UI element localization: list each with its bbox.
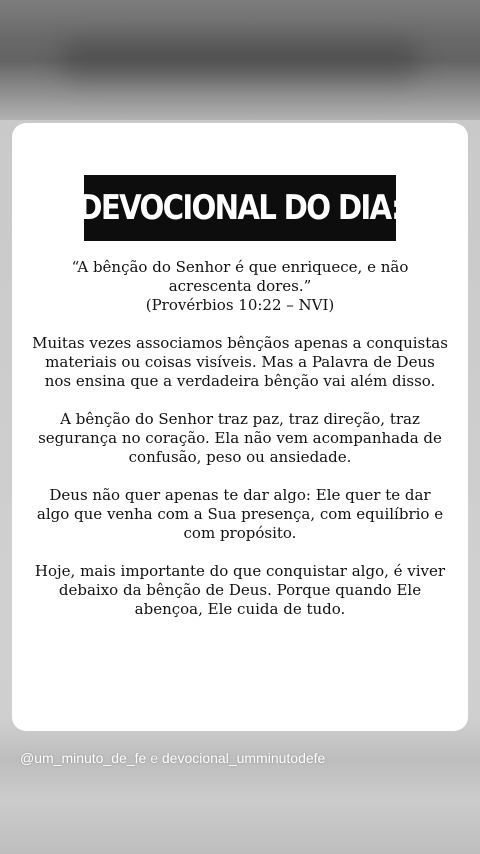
paragraph-3: Deus não quer apenas te dar algo: Ele quer te dar algo que venha com a Sua presença, com equilíbrio e com propósito. <box>36 486 444 542</box>
credits-line <box>20 750 325 766</box>
devotional-title: DEVOCIONAL DO DIA: <box>78 188 402 228</box>
paragraph-2: A bênção do Senhor traz paz, traz direção, traz segurança no coração. Ela não vem acompanhada de confusão, peso ou ansiedade. <box>38 410 442 466</box>
bible-quote: “A bênção do Senhor é que enriquece, e não acrescenta dores.” <box>71 258 409 295</box>
devotional-text <box>32 258 448 638</box>
title-banner <box>78 175 402 241</box>
paragraph-4: Hoje, mais importante do que conquistar algo, é viver debaixo da bênção de Deus. Porque quando Ele abençoa, Ele cuida de tudo. <box>34 562 446 618</box>
credits-connector: e <box>150 750 158 766</box>
mention-user-1[interactable]: @um_minuto_de_fe <box>20 750 147 766</box>
blurred-background-top <box>0 0 480 120</box>
paragraph-1: Muitas vezes associamos bênçãos apenas a conquistas materiais ou coisas visíveis. Mas a Palavra de Deus nos ensina que a verdadeira bênção vai além disso. <box>32 334 448 390</box>
bible-reference: (Provérbios 10:22 – NVI) <box>145 296 335 314</box>
devotional-card <box>12 123 468 731</box>
mention-user-2[interactable]: devocional_umminutodefe <box>161 750 326 766</box>
quote-block <box>32 258 448 315</box>
